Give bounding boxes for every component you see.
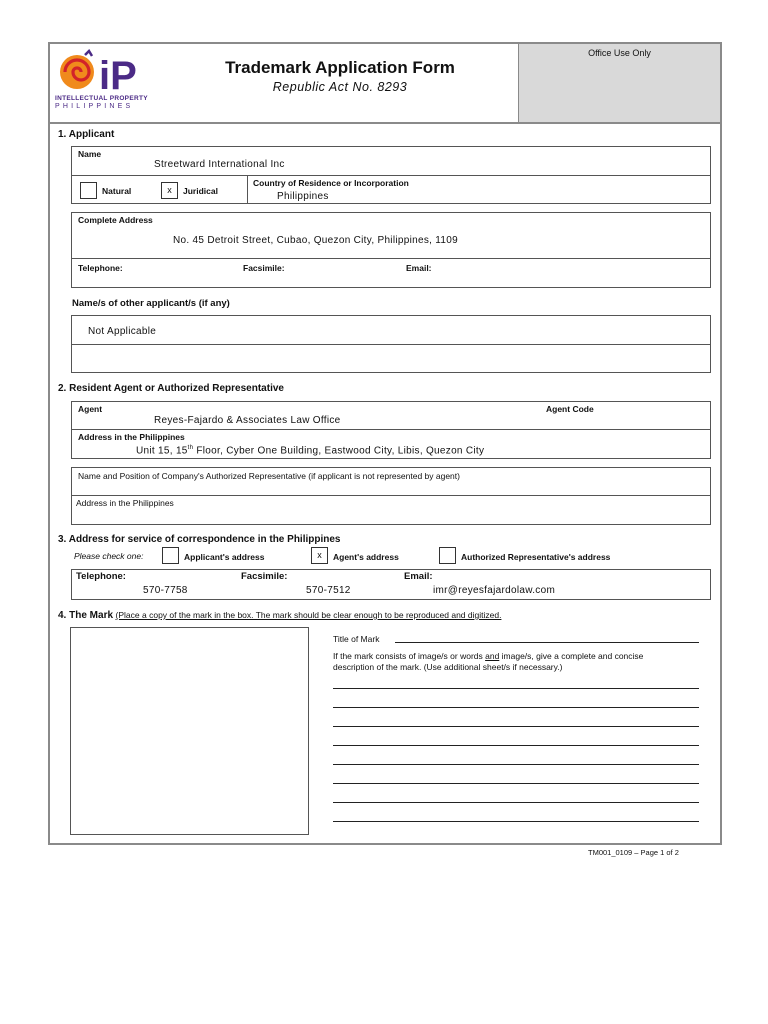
rep-address-option: Authorized Representative's address [461,552,611,562]
other-applicants-label: Name/s of other applicant/s (if any) [72,298,230,309]
logo-mark: iP [99,54,137,95]
mark-description-line[interactable] [333,821,699,822]
country-label: Country of Residence or Incorporation [253,178,409,188]
mark-description-line[interactable] [333,745,699,746]
service-facsimile-field[interactable]: 570-7512 [306,585,351,596]
natural-checkbox[interactable] [80,182,97,199]
complete-address-field[interactable]: No. 45 Detroit Street, Cubao, Quezon City, Philippines, 1109 [173,235,458,246]
facsimile-label: Facsimile: [243,263,285,273]
representative-address-label: Address in the Philippines [76,498,174,508]
name-field[interactable]: Streetward International Inc [154,159,285,170]
email-label: Email: [406,263,432,273]
mark-description-line[interactable] [333,802,699,803]
mark-description-line[interactable] [333,688,699,689]
juridical-checkbox[interactable]: x [161,182,178,199]
representative-label: Name and Position of Company's Authorized Representative (if applicant is not represented by agent) [78,471,460,481]
service-telephone-label: Telephone: [76,571,126,582]
rep-address-checkbox[interactable] [439,547,456,564]
logo-line1: INTELLECTUAL PROPERTY [55,95,148,102]
logo-line2: PHILIPPINES [55,103,134,110]
mark-description-line[interactable] [333,726,699,727]
mark-description-line[interactable] [333,783,699,784]
complete-address-label: Complete Address [78,215,153,225]
natural-label: Natural [102,186,132,196]
section-service-heading: 3. Address for service of correspondence in the Philippines [58,534,341,545]
juridical-label: Juridical [183,186,218,196]
ipophl-logo-icon [55,49,155,95]
form-subtitle: Republic Act No. 8293 [272,80,408,94]
office-use-box [518,44,720,122]
office-use-label: Office Use Only [588,48,651,58]
agent-field[interactable]: Reyes-Fajardo & Associates Law Office [154,415,341,426]
applicant-address-option: Applicant's address [184,552,265,562]
mark-description-line[interactable] [333,707,699,708]
service-facsimile-label: Facsimile: [241,571,288,582]
page-footer: TM001_0109 – Page 1 of 2 [588,848,679,857]
check-one-label: Please check one: [74,551,144,561]
service-email-field[interactable]: imr@reyesfajardolaw.com [433,585,556,596]
applicant-address-box [71,212,711,288]
applicant-address-checkbox[interactable] [162,547,179,564]
service-telephone-field[interactable]: 570-7758 [143,585,188,596]
mark-title-label: Title of Mark [333,634,380,644]
mark-instruction: (Place a copy of the mark in the box. The mark should be clear enough to be reproduced and digitized. [115,610,502,620]
mark-description-line[interactable] [333,764,699,765]
agent-address-checkbox[interactable]: x [311,547,328,564]
telephone-label: Telephone: [78,263,123,273]
name-label: Name [78,149,102,159]
country-field[interactable]: Philippines [277,191,329,202]
mark-description-text: If the mark consists of image/s or words and image/s, give a complete and concise description of the mark. (Use additional sheet/s if necessary.) [333,651,644,672]
section-agent-heading: 2. Resident Agent or Authorized Representative [58,383,284,394]
agent-address-option: Agent's address [333,552,399,562]
agent-label: Agent [78,404,103,414]
service-email-label: Email: [404,571,433,582]
agent-address-label: Address in the Philippines [78,432,185,442]
other-applicants-field[interactable]: Not Applicable [88,326,157,337]
header-divider [48,122,722,124]
section-mark-heading: 4. The Mark (Place a copy of the mark in the box. The mark should be clear enough to be reproduced and digitized. [58,610,502,621]
agent-code-label: Agent Code [546,404,594,414]
section-applicant-heading: 1. Applicant [58,129,115,140]
mark-title-line[interactable] [395,642,699,643]
mark-image-box[interactable] [70,627,309,835]
agent-address-field[interactable]: Unit 15, 15th Floor, Cyber One Building, Eastwood City, Libis, Quezon City [136,445,485,457]
form-title: Trademark Application Form [225,58,455,77]
